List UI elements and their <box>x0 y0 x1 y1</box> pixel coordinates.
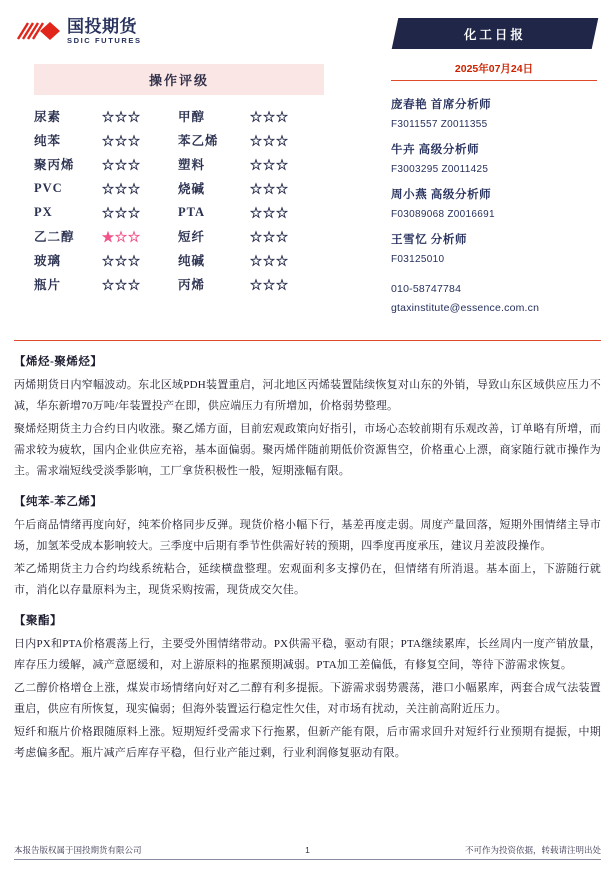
rating-row <box>34 176 324 200</box>
section-paragraph: 日内PX和PTA价格震荡上行，主要受外围情绪带动。PX供需平稳，驱动有限；PTA继续累库，长丝周内一度产销放量，库存压力缓解，减产意愿缓和，对上游原料的拖累预期减弱。PTA加工差偏低，有修复空间，等待下游需求恢复。 <box>14 638 601 671</box>
rating-stars: ☆☆☆ <box>250 229 290 244</box>
rating-product-name: 纯碱 <box>178 254 206 268</box>
section-paragraph: 乙二醇价格增仓上涨，煤炭市场情绪向好对乙二醇有利多提振。下游需求弱势震荡，港口小幅累库，两套合成气法装置重启，供应有所恢复，现实偏弱；但海外装置运行稳定性欠佳，对市场有扰动，关注前高附近压力。 <box>14 682 601 715</box>
analyst-entry <box>391 95 601 135</box>
rating-stars: ☆☆☆ <box>250 181 290 196</box>
company-logo <box>16 14 381 48</box>
logo-text-cn: 国投期货 <box>67 16 137 36</box>
logo-mark-icon <box>16 19 62 43</box>
rating-product-name: 甲醇 <box>178 110 206 124</box>
rating-stars: ☆☆☆ <box>102 109 142 124</box>
rating-product-name: 玻璃 <box>34 254 62 268</box>
rating-stars: ☆☆☆ <box>102 253 142 268</box>
report-title-banner <box>392 18 599 49</box>
rating-stars: ☆☆☆ <box>250 133 290 148</box>
analyst-license-code: F03125010 <box>391 254 445 265</box>
rating-stars: ☆☆☆ <box>102 181 142 196</box>
footer-copyright: 本报告版权属于国投期货有限公司 <box>14 845 142 855</box>
rating-product-name: 聚丙烯 <box>34 158 75 172</box>
report-date: 2025年07月24日 <box>391 61 597 81</box>
rating-product-name: 塑料 <box>178 158 206 172</box>
rating-product-name: 纯苯 <box>34 134 62 148</box>
rating-product-name: 短纤 <box>178 230 206 244</box>
footer-page-number: 1 <box>305 845 310 855</box>
rating-stars: ☆☆☆ <box>250 205 290 220</box>
logo-text-en: SDIC FUTURES <box>67 35 142 45</box>
section-paragraph: 聚烯烃期货主力合约日内收涨。聚乙烯方面，目前宏观政策向好指引，市场心态较前期有乐观改善，订单略有所增，而需求较为疲软，国内企业供应充裕，基本面偏弱。聚丙烯伴随前期低价资源售空，价格重心上漂，商家随行就市操作为主。需求端短线受淡季影响，工厂拿货积极性一般，短期涨幅有限。 <box>14 423 601 477</box>
report-body <box>0 341 615 764</box>
rating-row <box>34 224 324 248</box>
rating-row <box>34 128 324 152</box>
contact-block <box>387 280 601 318</box>
rating-stars: ☆☆☆ <box>102 277 142 292</box>
analyst-license-code: F3003295 Z0011425 <box>391 164 489 175</box>
rating-table-title: 操作评级 <box>34 64 324 95</box>
analyst-list <box>387 95 601 270</box>
rating-product-name: 苯乙烯 <box>178 134 219 148</box>
rating-stars: ☆☆☆ <box>102 133 142 148</box>
rating-product-name: 乙二醇 <box>34 230 75 244</box>
contact-phone: 010-58747784 <box>391 283 462 295</box>
header-area <box>0 0 615 340</box>
rating-stars: ☆☆☆ <box>250 277 290 292</box>
rating-product-name: PX <box>34 204 53 219</box>
rating-rows <box>34 104 324 296</box>
rating-stars: ☆☆☆ <box>250 109 290 124</box>
analyst-license-code: F03089068 Z0016691 <box>391 209 495 220</box>
rating-product-name: 瓶片 <box>34 278 62 292</box>
section-paragraph: 午后商品情绪再度向好，纯苯价格同步反弹。现货价格小幅下行，基差再度走弱。周度产量回落，短期外围情绪主导市场，加氢苯受成本影响较大。三季度中后期有季节性供需好转的预期，四季度再度承压，建议月差波段操作。 <box>14 519 601 552</box>
analyst-entry <box>391 140 601 180</box>
section-paragraph: 丙烯期货日内窄幅波动。东北区域PDH装置重启，河北地区丙烯装置陆续恢复对山东的外销，导致山东区域供应压力不减，华东新增70万吨/年装置投产在即，供应端压力有所增加，价格弱势整理。 <box>14 379 601 412</box>
rating-row <box>34 272 324 296</box>
rating-row <box>34 152 324 176</box>
header-right <box>381 14 601 340</box>
report-title-text: 化工日报 <box>463 28 526 42</box>
analyst-name: 牛卉 高级分析师 <box>391 144 480 156</box>
analyst-license-code: F3011557 Z0011355 <box>391 119 488 130</box>
analyst-entry <box>391 230 601 270</box>
rating-row <box>34 248 324 272</box>
rating-product-name: PVC <box>34 180 63 195</box>
rating-row <box>34 104 324 128</box>
section-heading: 【烯烃-聚烯烃】 <box>14 356 103 368</box>
analyst-name: 王雪忆 分析师 <box>391 234 468 246</box>
rating-stars: ☆☆☆ <box>102 157 142 172</box>
rating-row <box>34 200 324 224</box>
page-footer <box>14 844 601 860</box>
rating-stars: ☆☆☆ <box>250 253 290 268</box>
section-heading: 【聚酯】 <box>14 615 62 627</box>
rating-stars: ★☆☆ <box>102 229 142 244</box>
footer-disclaimer: 不可作为投资依据，转载请注明出处 <box>464 845 601 855</box>
header-left <box>16 14 381 340</box>
analyst-name: 庞春艳 首席分析师 <box>391 99 492 111</box>
rating-product-name: 尿素 <box>34 110 62 124</box>
contact-email[interactable]: gtaxinstitute@essence.com.cn <box>391 302 540 314</box>
section-paragraph: 苯乙烯期货主力合约均线系统粘合，延续横盘整理。宏观面利多支撑仍在，但情绪有所消退。基本面上，下游随行就市，消化以存量原料为主，现货采购按需，现货成交欠佳。 <box>14 563 601 596</box>
section-heading: 【纯苯-苯乙烯】 <box>14 496 103 508</box>
section-paragraph: 短纤和瓶片价格跟随原料上涨。短期短纤受需求下行拖累，但新产能有限，后市需求回升对短纤行业预期有提振，中期考虑偏多配。瓶片减产后库存平稳，但行业产能过剩，行业利润修复驱动有限。 <box>14 726 601 759</box>
rating-product-name: 丙烯 <box>178 278 206 292</box>
analyst-entry <box>391 185 601 225</box>
rating-stars: ☆☆☆ <box>102 205 142 220</box>
rating-stars: ☆☆☆ <box>250 157 290 172</box>
operation-rating-table <box>34 64 324 296</box>
rating-product-name: 烧碱 <box>178 182 206 196</box>
rating-product-name: PTA <box>178 204 206 219</box>
analyst-name: 周小燕 高级分析师 <box>391 189 492 201</box>
